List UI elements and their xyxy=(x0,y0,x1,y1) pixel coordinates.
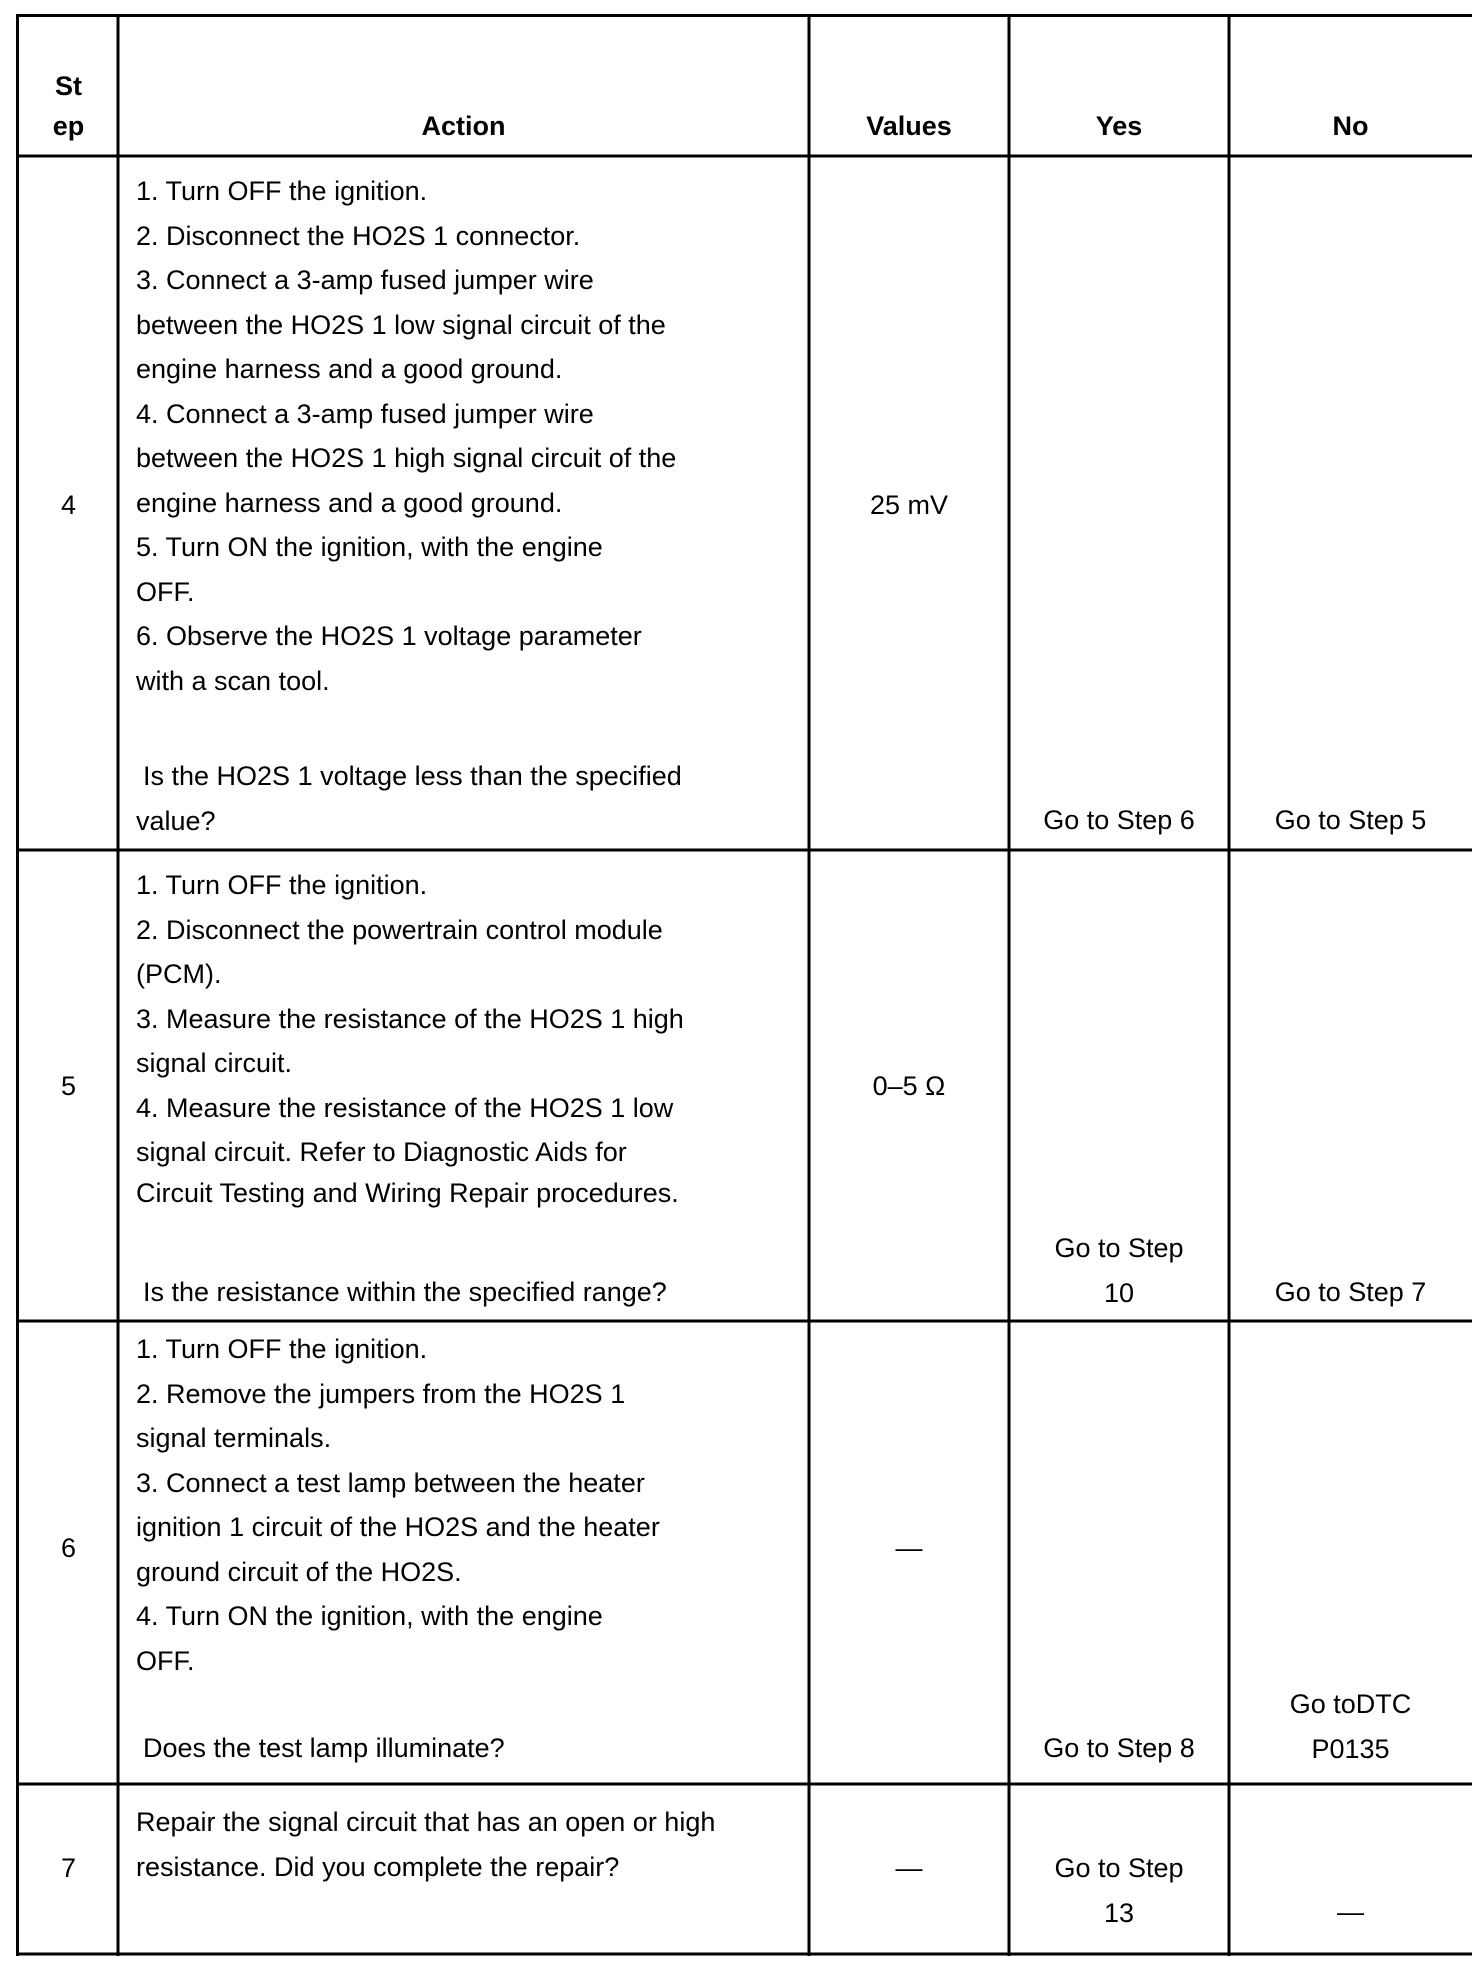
action-line: 1. Turn OFF the ignition. xyxy=(136,870,428,900)
row-question-6 xyxy=(136,1726,806,1771)
action-line: 3. Connect a 3-amp fused jumper wire xyxy=(136,265,594,295)
question-line: Is the resistance within the specified range? xyxy=(143,1277,667,1307)
question-line: value? xyxy=(136,805,216,836)
action-line: signal circuit. xyxy=(136,1048,293,1078)
row-value-7: — xyxy=(895,1853,923,1883)
row-yes-7 xyxy=(1009,1846,1229,1935)
action-line: signal circuit. Refer to Diagnostic Aids for xyxy=(136,1137,627,1167)
action-line: 1. Turn OFF the ignition. xyxy=(136,1334,428,1364)
row-step-5: 5 xyxy=(60,1071,77,1101)
action-line: 2. Disconnect the powertrain control module xyxy=(136,914,663,945)
action-line: ground circuit of the HO2S. xyxy=(136,1556,462,1587)
action-line: 4. Turn ON the ignition, with the engine xyxy=(136,1601,603,1631)
action-line: 2. Remove the jumpers from the HO2S 1 xyxy=(136,1378,626,1409)
row-no-5: Go to Step 7 xyxy=(1274,1277,1427,1307)
header-values: Values xyxy=(866,111,952,141)
diagnostic-table xyxy=(16,14,1472,1956)
yes-line: 13 xyxy=(1103,1897,1135,1928)
action-line: between the HO2S 1 high signal circuit of the xyxy=(136,443,677,473)
row-action-7 xyxy=(136,1800,806,1889)
action-line: 3. Connect a test lamp between the heater xyxy=(136,1467,645,1498)
action-line: Repair the signal circuit that has an open or high xyxy=(136,1807,716,1837)
action-line: OFF. xyxy=(136,576,195,607)
row-step-7: 7 xyxy=(60,1853,77,1883)
row-action-6 xyxy=(136,1327,806,1683)
yes-line: Go to Step xyxy=(1054,1233,1184,1263)
row-question-4 xyxy=(136,754,806,843)
row-yes-6: Go to Step 8 xyxy=(1043,1733,1195,1763)
action-line: engine harness and a good ground. xyxy=(136,487,563,518)
row-no-7: — xyxy=(1337,1897,1364,1927)
action-line: (PCM). xyxy=(136,959,222,989)
question-line: Is the HO2S 1 voltage less than the specified xyxy=(143,761,682,791)
row-question-5 xyxy=(136,1270,806,1315)
action-line: 1. Turn OFF the ignition. xyxy=(136,176,428,206)
action-line: resistance. Did you complete the repair? xyxy=(136,1851,620,1882)
row-action-5 xyxy=(136,863,806,1215)
header-step-line-1: St xyxy=(55,71,82,101)
row-action-4 xyxy=(136,169,806,703)
row-step-6: 6 xyxy=(60,1533,77,1563)
header-step-line-2: ep xyxy=(52,111,85,141)
action-line: Circuit Testing and Wiring Repair procedures. xyxy=(136,1177,679,1208)
header-yes: Yes xyxy=(1095,111,1143,141)
header-action: Action xyxy=(421,111,506,141)
action-line: engine harness and a good ground. xyxy=(136,354,563,384)
header-no: No xyxy=(1332,111,1369,141)
action-line: 4. Measure the resistance of the HO2S 1 low xyxy=(136,1092,674,1123)
action-line: signal terminals. xyxy=(136,1423,332,1453)
row-yes-4: Go to Step 6 xyxy=(1043,805,1195,835)
action-line: 2. Disconnect the HO2S 1 connector. xyxy=(136,220,581,251)
action-line: 3. Measure the resistance of the HO2S 1 high xyxy=(136,1003,684,1034)
row-value-5: 0–5 Ω xyxy=(872,1071,946,1101)
row-yes-5 xyxy=(1009,1226,1229,1315)
yes-line: 10 xyxy=(1103,1277,1135,1308)
action-line: 5. Turn ON the ignition, with the engine xyxy=(136,532,603,562)
header-step xyxy=(19,66,118,146)
no-line: P0135 xyxy=(1311,1733,1390,1764)
action-line: 4. Connect a 3-amp fused jumper wire xyxy=(136,398,594,429)
action-line: ignition 1 circuit of the HO2S and the heater xyxy=(136,1512,660,1542)
row-value-6: — xyxy=(895,1533,923,1563)
question-line: Does the test lamp illuminate? xyxy=(143,1733,505,1763)
action-line: 6. Observe the HO2S 1 voltage parameter xyxy=(136,621,642,651)
row-no-6 xyxy=(1229,1682,1472,1771)
yes-line: Go to Step xyxy=(1054,1853,1184,1883)
action-line: OFF. xyxy=(136,1645,195,1676)
no-line: Go toDTC xyxy=(1289,1689,1412,1719)
action-line: with a scan tool. xyxy=(136,665,330,696)
action-line: between the HO2S 1 low signal circuit of the xyxy=(136,309,666,340)
row-step-4: 4 xyxy=(60,490,77,520)
row-value-4: 25 mV xyxy=(869,490,949,520)
row-no-4: Go to Step 5 xyxy=(1274,805,1427,835)
